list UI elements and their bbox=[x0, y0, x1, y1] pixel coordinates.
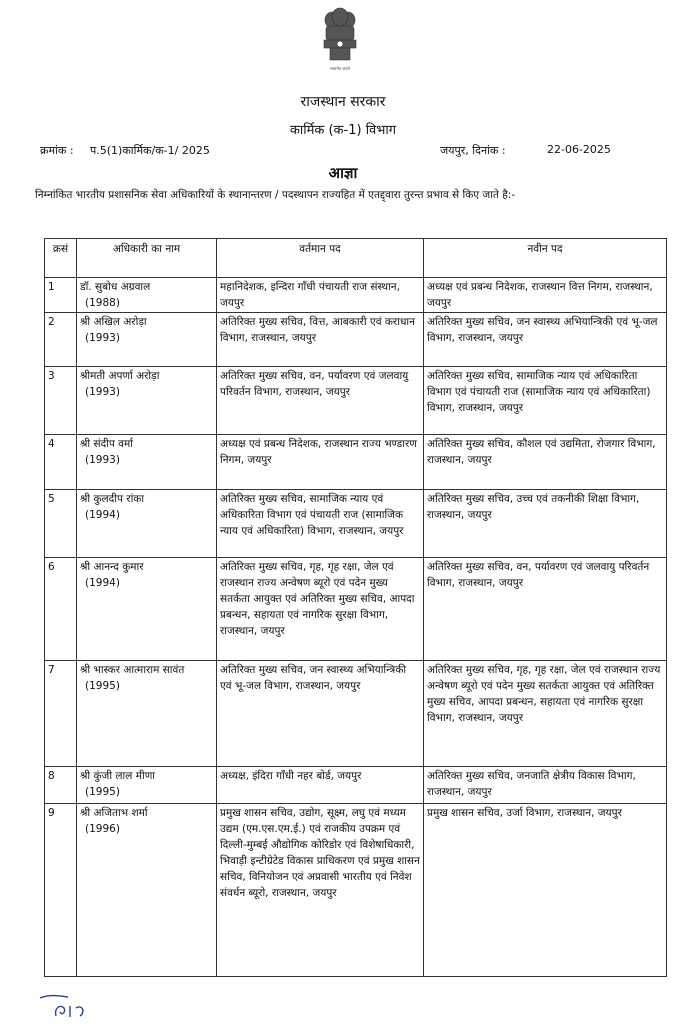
table-row bbox=[45, 558, 667, 661]
table-row bbox=[45, 367, 667, 435]
officer-batch: (1993) bbox=[85, 386, 120, 398]
officer-batch: (1995) bbox=[85, 786, 120, 798]
row-sn: 5 bbox=[45, 490, 77, 558]
row-current-post: अतिरिक्त मुख्य सचिव, वित्त, आबकारी एवं कराधान विभाग, राजस्थान, जयपुर bbox=[217, 313, 424, 367]
table-row bbox=[45, 490, 667, 558]
table-row bbox=[45, 435, 667, 490]
header-current-post: वर्तमान पद bbox=[217, 239, 424, 278]
table-row bbox=[45, 313, 667, 367]
row-current-post: अध्यक्ष एवं प्रबन्ध निदेशक, राजस्थान राज्य भण्डारण निगम, जयपुर bbox=[217, 435, 424, 490]
row-new-post: अतिरिक्त मुख्य सचिव, जन स्वास्थ्य अभियान्त्रिकी एवं भू-जल विभाग, राजस्थान, जयपुर bbox=[424, 313, 667, 367]
officer-batch: (1994) bbox=[85, 509, 120, 521]
row-current-post: अतिरिक्त मुख्य सचिव, गृह, गृह रक्षा, जेल एवं राजस्थान राज्य अन्वेषण ब्यूरो एवं पदेन मुख्य सतर्कता आयुक्त एवं अतिरिक्त मुख्य सचिव, आपदा प्रबन्धन, सहायता एवं नागरिक सुरक्षा विभाग, राजस्थान, जयपुर bbox=[217, 558, 424, 661]
row-new-post: अतिरिक्त मुख्य सचिव, सामाजिक न्याय एवं अधिकारिता विभाग एवं पंचायती राज (सामाजिक न्याय एवं अधिकारिता) विभाग, राजस्थान, जयपुर bbox=[424, 367, 667, 435]
row-sn: 7 bbox=[45, 661, 77, 767]
order-title: आज्ञा bbox=[328, 164, 358, 182]
emblem-motto: सत्यमेव जयते bbox=[330, 66, 350, 71]
table-header-row bbox=[45, 239, 667, 278]
row-current-post: अतिरिक्त मुख्य सचिव, जन स्वास्थ्य अभियान्त्रिकी एवं भू-जल विभाग, राजस्थान, जयपुर bbox=[217, 661, 424, 767]
officer-name: श्री अजिताभ शर्मा bbox=[80, 807, 148, 819]
row-officer bbox=[77, 767, 217, 804]
officer-name: श्रीमती अपर्णा अरोड़ा bbox=[80, 370, 160, 382]
row-officer bbox=[77, 661, 217, 767]
officer-name: डॉ. सुबोध अग्रवाल bbox=[80, 281, 151, 293]
table-row bbox=[45, 278, 667, 313]
officer-name: श्री कुलदीप रांका bbox=[80, 493, 145, 505]
officer-name: श्री आनन्द कुमार bbox=[80, 561, 144, 573]
row-new-post: प्रमुख शासन सचिव, उर्जा विभाग, राजस्थान, जयपुर bbox=[424, 804, 667, 977]
row-new-post: अतिरिक्त मुख्य सचिव, वन, पर्यावरण एवं जलवायु परिवर्तन विभाग, राजस्थान, जयपुर bbox=[424, 558, 667, 661]
row-sn: 2 bbox=[45, 313, 77, 367]
table-row bbox=[45, 661, 667, 767]
row-officer bbox=[77, 435, 217, 490]
row-sn: 3 bbox=[45, 367, 77, 435]
row-officer bbox=[77, 367, 217, 435]
row-current-post: प्रमुख शासन सचिव, उद्योग, सूक्ष्म, लघु एवं मध्यम उद्यम (एम.एस.एम.ई.) एवं राजकीय उपक्रम एवं दिल्ली-मुम्बई औद्योगिक कोरिडोर एवं विशेषाधिकारी, भिवाड़ी इन्टीग्रेटेड विकास प्राधिकरण एवं प्रमुख शासन सचिव, विनियोजन एवं अप्रवासी भारतीय एवं निवेश संवर्धन ब्यूरो, राजस्थान, जयपुर bbox=[217, 804, 424, 977]
row-current-post: अतिरिक्त मुख्य सचिव, वन, पर्यावरण एवं जलवायु परिवर्तन विभाग, राजस्थान, जयपुर bbox=[217, 367, 424, 435]
row-officer bbox=[77, 278, 217, 313]
header-name: अधिकारी का नाम bbox=[77, 239, 217, 278]
officer-batch: (1995) bbox=[85, 680, 120, 692]
table-row bbox=[45, 767, 667, 804]
officer-batch: (1993) bbox=[85, 454, 120, 466]
row-new-post: अतिरिक्त मुख्य सचिव, कौशल एवं उद्यमिता, रोजगार विभाग, राजस्थान, जयपुर bbox=[424, 435, 667, 490]
government-heading: राजस्थान सरकार bbox=[300, 94, 386, 110]
row-new-post: अतिरिक्त मुख्य सचिव, गृह, गृह रक्षा, जेल एवं राजस्थान राज्य अन्वेषण ब्यूरो एवं पदेन मुख्य सतर्कता आयुक्त एवं अतिरिक्त मुख्य सचिव, आपदा प्रबन्धन, सहायता एवं नागरिक सुरक्षा विभाग, राजस्थान, जयपुर bbox=[424, 661, 667, 767]
row-officer bbox=[77, 558, 217, 661]
handwritten-signature-icon bbox=[38, 990, 118, 1020]
row-officer bbox=[77, 490, 217, 558]
place-date-label: जयपुर, दिनांक : bbox=[440, 144, 506, 157]
row-sn: 9 bbox=[45, 804, 77, 977]
ashoka-emblem-icon bbox=[316, 6, 364, 74]
order-date: 22-06-2025 bbox=[547, 143, 611, 156]
officer-batch: (1996) bbox=[85, 823, 120, 835]
row-officer bbox=[77, 804, 217, 977]
order-intro: निम्नांकित भारतीय प्रशासनिक सेवा अधिकारियों के स्थानान्तरण / पदस्थापन राज्यहित में एतद्द्वारा तुरन्त प्रभाव से किए जाते है:- bbox=[35, 189, 516, 201]
ref-label: क्रमांक : bbox=[40, 144, 74, 157]
row-officer bbox=[77, 313, 217, 367]
officer-name: श्री भास्कर आत्माराम सावंत bbox=[80, 664, 185, 676]
row-new-post: अतिरिक्त मुख्य सचिव, जनजाति क्षेत्रीय विकास विभाग, राजस्थान, जयपुर bbox=[424, 767, 667, 804]
row-sn: 6 bbox=[45, 558, 77, 661]
header-sn: क्रसं bbox=[45, 239, 77, 278]
row-sn: 8 bbox=[45, 767, 77, 804]
officer-name: श्री कुंजी लाल मीणा bbox=[80, 770, 156, 782]
department-heading: कार्मिक (क-1) विभाग bbox=[289, 123, 397, 138]
row-sn: 1 bbox=[45, 278, 77, 313]
transfer-table bbox=[44, 238, 667, 977]
officer-name: श्री संदीप वर्मा bbox=[80, 438, 134, 450]
row-current-post: महानिदेशक, इन्दिरा गाँधी पंचायती राज संस्थान, जयपुर bbox=[217, 278, 424, 313]
officer-batch: (1988) bbox=[85, 297, 120, 309]
row-sn: 4 bbox=[45, 435, 77, 490]
row-current-post: अतिरिक्त मुख्य सचिव, सामाजिक न्याय एवं अधिकारिता विभाग एवं पंचायती राज (सामाजिक न्याय एवं अधिकारिता) विभाग, राजस्थान, जयपुर bbox=[217, 490, 424, 558]
header-new-post: नवीन पद bbox=[424, 239, 667, 278]
table-row bbox=[45, 804, 667, 977]
officer-batch: (1993) bbox=[85, 332, 120, 344]
ref-number: प.5(1)कार्मिक/क-1/ 2025 bbox=[90, 144, 210, 157]
row-new-post: अध्यक्ष एवं प्रबन्ध निदेशक, राजस्थान वित्त निगम, राजस्थान, जयपुर bbox=[424, 278, 667, 313]
officer-batch: (1994) bbox=[85, 577, 120, 589]
row-current-post: अध्यक्ष, इंदिरा गाँधी नहर बोर्ड, जयपुर bbox=[217, 767, 424, 804]
row-new-post: अतिरिक्त मुख्य सचिव, उच्च एवं तकनीकी शिक्षा विभाग, राजस्थान, जयपुर bbox=[424, 490, 667, 558]
officer-name: श्री अखिल अरोड़ा bbox=[80, 316, 147, 328]
